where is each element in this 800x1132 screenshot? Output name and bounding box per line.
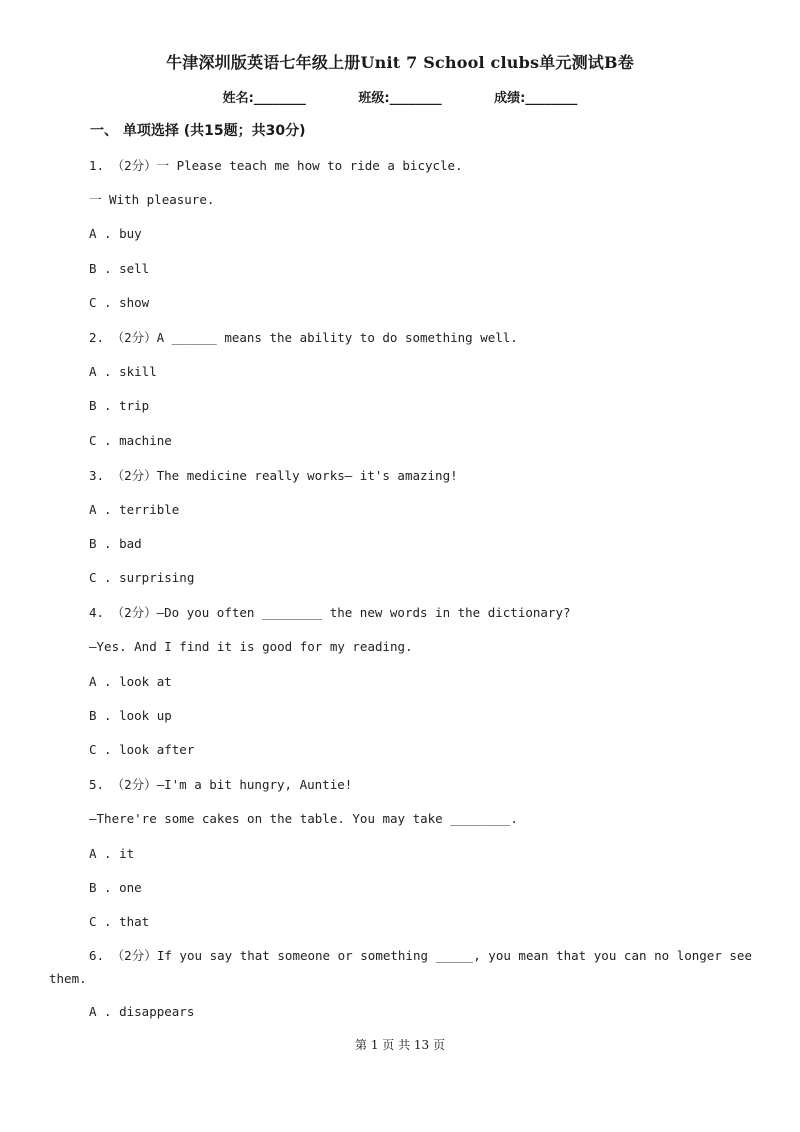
question-5-option-a: A . it: [89, 846, 135, 861]
name-field: 姓名:________: [222, 91, 306, 106]
page-number: 第 1 页 共 13 页: [355, 1038, 445, 1052]
question-2-option-a: A . skill: [89, 364, 157, 379]
question-5-reply: —There're some cakes on the table. You may take ________.: [89, 811, 518, 826]
question-1-option-a: A . buy: [89, 226, 142, 241]
question-1-stem: 1. （2分）一 Please teach me how to ride a bicycle.: [89, 158, 463, 173]
question-2-option-c: C . machine: [89, 433, 172, 448]
section-heading: 一、 单项选择 (共15题；共30分): [90, 123, 306, 139]
question-5-option-c: C . that: [89, 914, 150, 929]
question-3-option-a: A . terrible: [89, 502, 180, 517]
student-info-row: [0, 87, 800, 106]
question-3-option-b: B . bad: [89, 536, 142, 551]
score-field: 成绩:________: [494, 91, 578, 106]
question-6-option-a: A . disappears: [89, 1004, 195, 1019]
class-field: 班级:________: [358, 91, 442, 106]
question-3-option-c: C . surprising: [89, 570, 195, 585]
document-title: 牛津深圳版英语七年级上册Unit 7 School clubs单元测试B卷: [166, 53, 634, 72]
question-4-option-a: A . look at: [89, 674, 172, 689]
question-4-stem: 4. （2分）—Do you often ________ the new words in the dictionary?: [89, 605, 571, 620]
question-4-option-c: C . look after: [89, 742, 195, 757]
question-5-stem: 5. （2分）—I'm a bit hungry, Auntie!: [89, 777, 353, 792]
question-2-option-b: B . trip: [89, 398, 150, 413]
question-1-reply: 一 With pleasure.: [89, 192, 215, 207]
question-2-stem: 2. （2分）A ______ means the ability to do something well.: [89, 330, 518, 345]
question-1-option-c: C . show: [89, 295, 150, 310]
question-4-reply: —Yes. And I find it is good for my reading.: [89, 639, 413, 654]
question-3-stem: 3. （2分）The medicine really works— it's amazing!: [89, 468, 458, 483]
question-4-option-b: B . look up: [89, 708, 172, 723]
question-5-option-b: B . one: [89, 880, 142, 895]
question-1-option-b: B . sell: [89, 261, 150, 276]
question-6-stem: 6. （2分）If you say that someone or something _____, you mean that you can no longer see them.: [49, 948, 752, 986]
